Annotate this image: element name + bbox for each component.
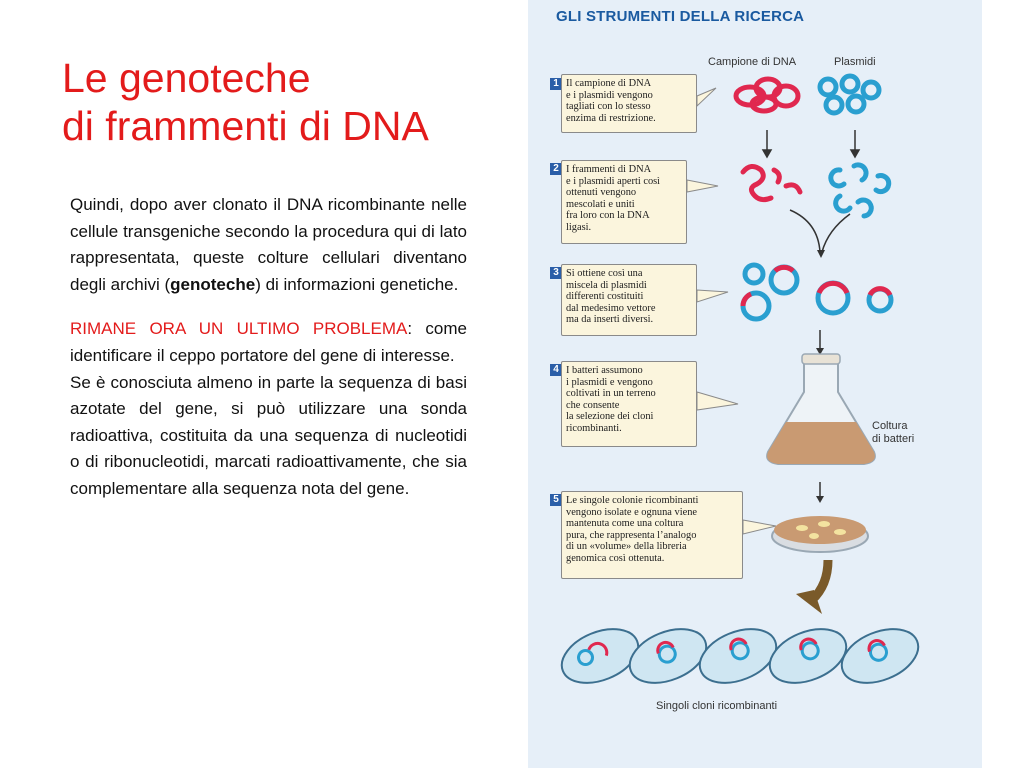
paragraph-problem [70, 316, 467, 369]
step-5-box: Le singole colonie ricombinanti vengono isolate e ognuna viene mantenuta come una coltura pura, che rappresenta l’analogo di un «volume» della libreria genomica così ottenuta. [561, 491, 743, 579]
label-single-clones: Singoli cloni ricombinanti [656, 700, 778, 712]
recombinant-plasmids-icon [743, 265, 891, 319]
pointer-5 [743, 520, 776, 534]
step-4-number: 4 [550, 364, 562, 376]
arrows-step1 [763, 130, 859, 157]
p1-text-b: ) di informazioni genetiche. [255, 274, 459, 294]
pointer-4 [697, 392, 738, 410]
dna-fragments-icon [743, 166, 800, 199]
petri-dish-icon [772, 516, 868, 552]
arrow-to-flask [816, 330, 824, 355]
pointer-1 [697, 88, 716, 106]
curved-arrow-icon [796, 560, 828, 614]
step-5-number: 5 [550, 494, 562, 506]
plasmids-icon [820, 76, 879, 113]
p1-text-a: Quindi, dopo aver clonato il DNA ricombinante nelle cellule transgeniche secondo la procedura qui di lato rappresentata, queste colture cellulari diventano degli archivi ( [70, 195, 467, 294]
bacteria-clones-icon [554, 619, 926, 693]
open-plasmids-icon [831, 165, 889, 216]
arrow-merge-head [817, 250, 825, 258]
paragraph-genoteche [70, 192, 467, 298]
slide-title-line1: Le genoteche [62, 55, 311, 101]
label-culture: Coltura di batteri [872, 420, 915, 445]
slide-title [62, 54, 429, 150]
step-2-box: I frammenti di DNA e i plasmidi aperti così ottenuti vengono mescolati e uniti fra loro con la DNA ligasi. [561, 160, 687, 244]
dna-sample-icon [736, 79, 798, 111]
figure-heading: GLI STRUMENTI DELLA RICERCA [556, 8, 805, 25]
slide-title-line2: di frammenti di DNA [62, 103, 429, 149]
step-4-box: I batteri assumono i plasmidi e vengono coltivati in un terreno che consente la selezione dei cloni ricombinanti. [561, 361, 697, 447]
pointer-3 [697, 290, 728, 302]
step-2-number: 2 [550, 163, 562, 175]
step-1-box: Il campione di DNA e i plasmidi vengono tagliati con lo stesso enzima di restrizione. [561, 74, 697, 133]
label-plasmids: Plasmidi [834, 56, 876, 68]
step-3-number: 3 [550, 267, 562, 279]
problem-text: : come identificare il ceppo portatore del gene di interesse. [70, 319, 467, 365]
figure-illustration [528, 0, 982, 768]
arrow-to-dish [816, 482, 824, 503]
paragraph-probe: Se è conosciuta almeno in parte la sequenza di basi azotate del gene, si può utilizzare una sonda radioattiva, costituita da una sequenza di nucleotidi o di ribonucleotidi, marcati radioattivamente, che sia complementare alla sequenza nota del gene. [70, 372, 467, 498]
step-1-number: 1 [550, 78, 562, 90]
slide-body [70, 192, 467, 503]
p1-bold-term: genoteche [170, 274, 256, 294]
pointer-2 [687, 180, 718, 192]
arrow-merge [790, 210, 850, 252]
problem-heading: RIMANE ORA UN ULTIMO PROBLEMA [70, 319, 408, 339]
label-dna-sample: Campione di DNA [708, 56, 797, 68]
step-3-box: Si ottiene così una miscela di plasmidi differenti costituiti dal medesimo vettore ma da inserti diversi. [561, 264, 697, 336]
flask-icon [767, 354, 875, 464]
